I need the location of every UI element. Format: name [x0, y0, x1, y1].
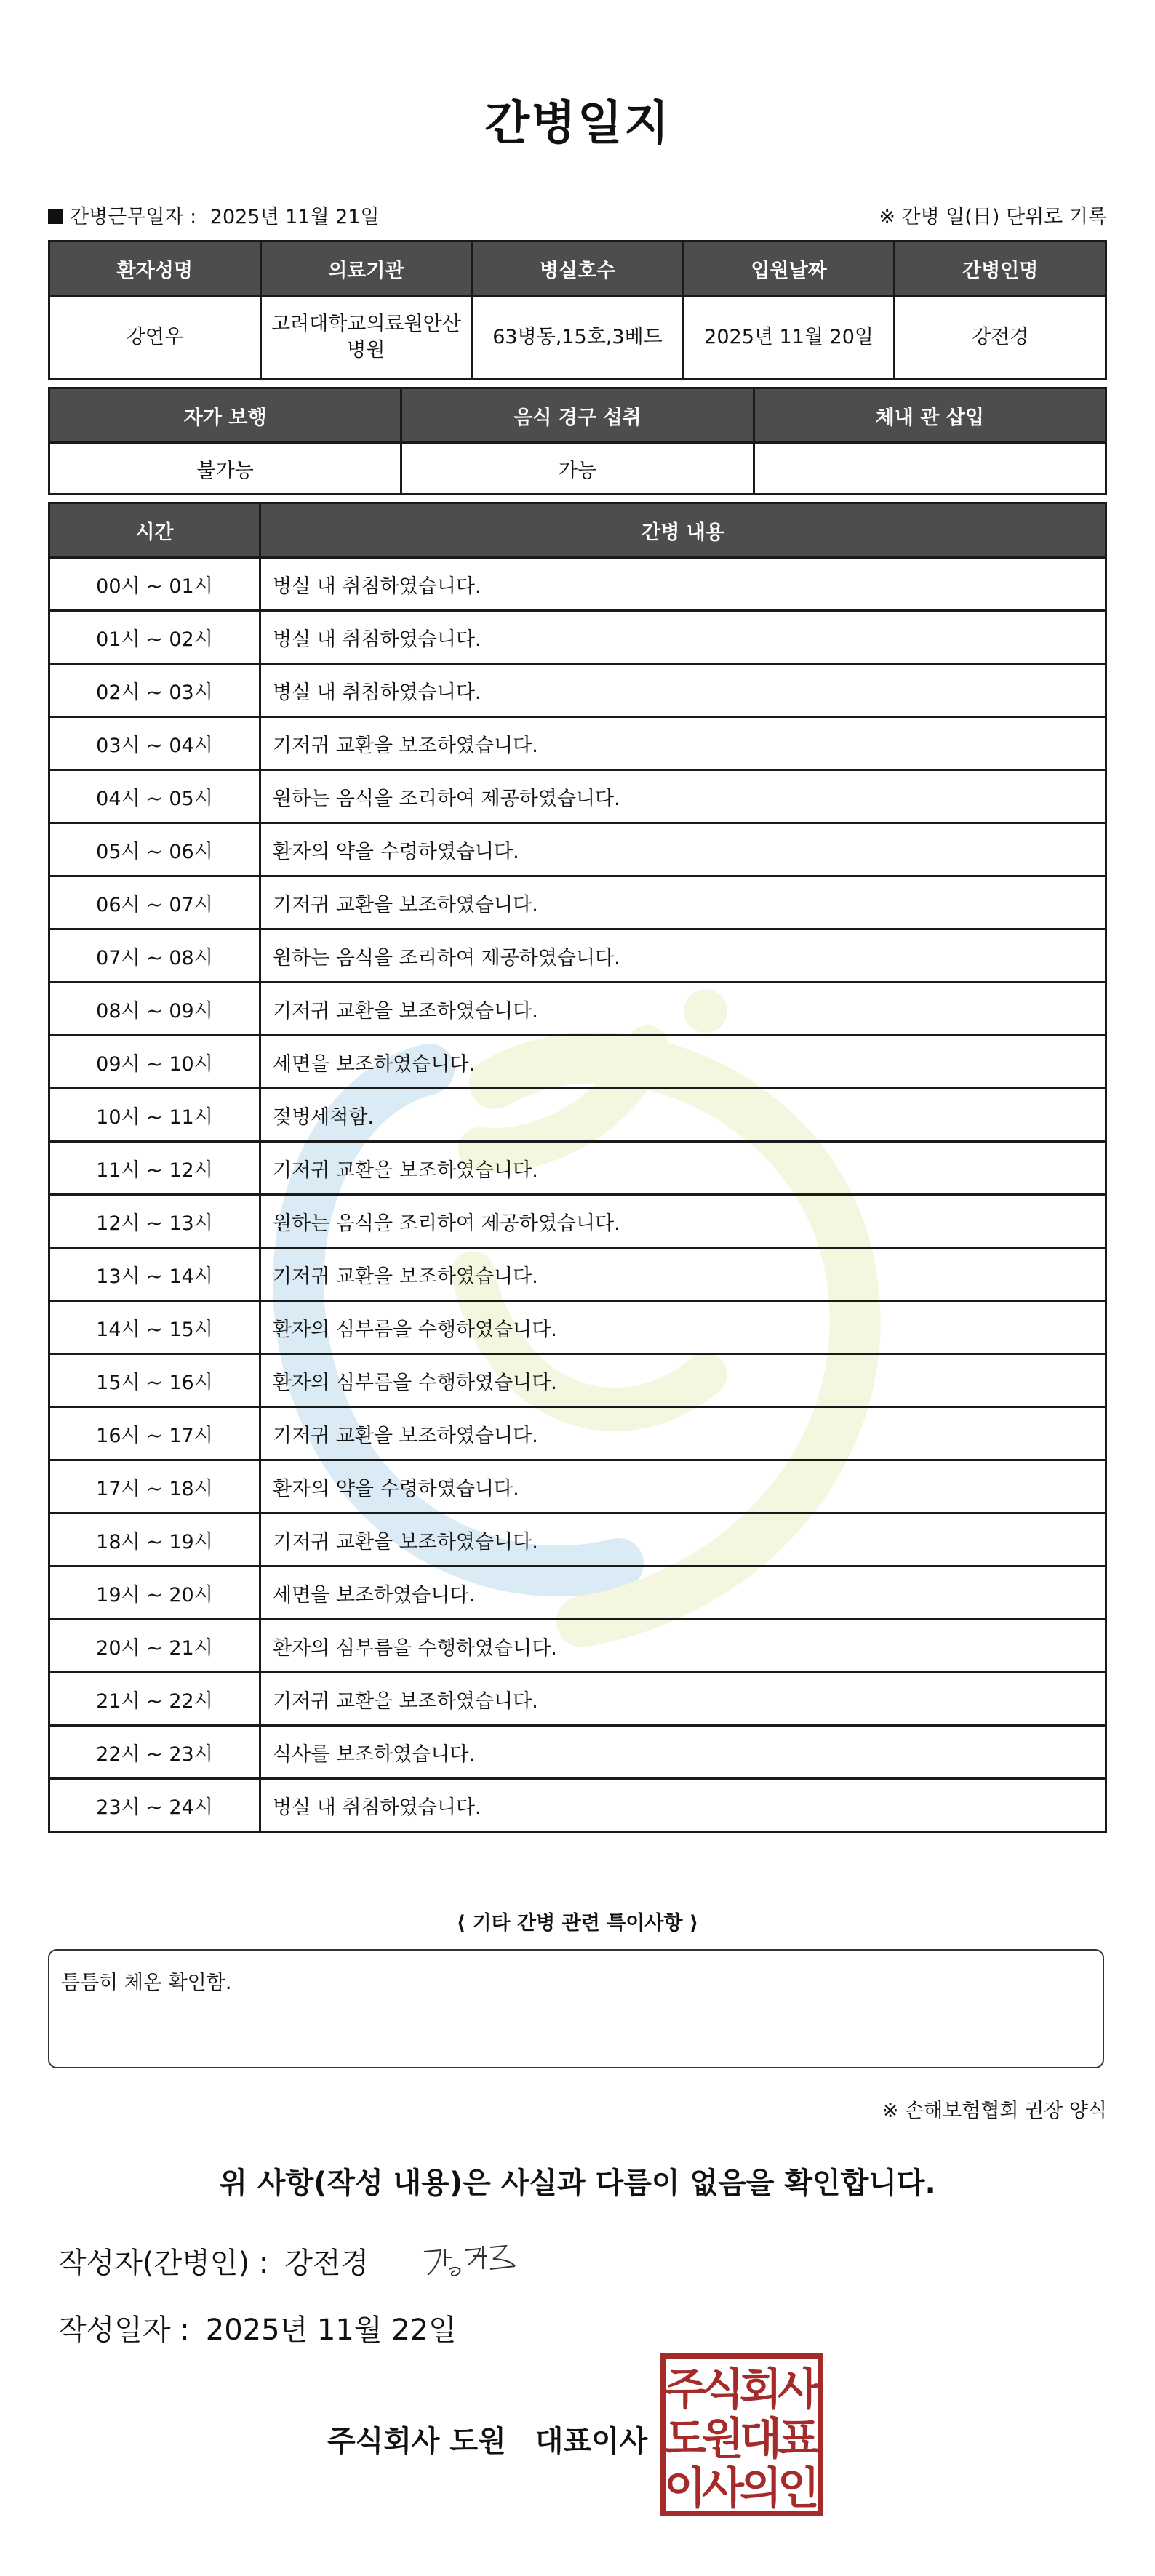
care-log-rows	[49, 558, 1106, 1832]
seal-character: 원	[702, 2414, 744, 2465]
log-content: 기저귀 교환을 보조하였습니다.	[260, 983, 1106, 1036]
header-oral-intake: 음식 경구 섭취	[401, 388, 754, 443]
table-row	[49, 1407, 1106, 1460]
log-content: 기저귀 교환을 보조하였습니다.	[260, 1513, 1106, 1567]
table-row	[49, 823, 1106, 876]
room-number: 63병동,15호,3베드	[472, 296, 684, 380]
company-name: 주식회사 도원	[327, 2425, 506, 2458]
company-line	[327, 2418, 647, 2460]
log-time: 12시 ~ 13시	[49, 1195, 260, 1248]
handwritten-signature	[420, 2237, 522, 2281]
log-time: 07시 ~ 08시	[49, 929, 260, 983]
work-date-label: 간병근무일자 :	[70, 206, 197, 228]
header-caregiver-name: 간병인명	[895, 241, 1106, 296]
table-row	[49, 611, 1106, 664]
table-row	[49, 1089, 1106, 1142]
log-content: 환자의 약을 수령하였습니다.	[260, 1460, 1106, 1513]
table-row	[49, 1779, 1106, 1832]
patient-info-table	[48, 240, 1107, 380]
table-row	[49, 1248, 1106, 1301]
form-source-note: ※ 손해보험협회 권장 양식	[882, 2100, 1107, 2122]
seal-character: 사	[778, 2364, 820, 2415]
log-time: 21시 ~ 22시	[49, 1673, 260, 1726]
log-time: 22시 ~ 23시	[49, 1726, 260, 1779]
table-row	[49, 664, 1106, 717]
log-time: 03시 ~ 04시	[49, 717, 260, 770]
hospital-name: 고려대학교의료원안산병원	[260, 296, 472, 380]
log-time: 06시 ~ 07시	[49, 876, 260, 929]
table-row	[49, 1620, 1106, 1673]
table-row	[49, 929, 1106, 983]
caregiver-name: 강전경	[895, 296, 1106, 380]
log-time: 15시 ~ 16시	[49, 1354, 260, 1407]
notes-content: 틈틈히 체온 확인함.	[61, 1972, 232, 1994]
seal-character: 주	[664, 2364, 706, 2415]
self-walking-value: 불가능	[49, 443, 401, 495]
patient-name: 강연우	[49, 296, 261, 380]
header-admission-date: 입원날짜	[683, 241, 895, 296]
log-time: 01시 ~ 02시	[49, 611, 260, 664]
seal-character: 의	[740, 2463, 782, 2514]
seal-character: 인	[778, 2463, 820, 2514]
table-row	[49, 1195, 1106, 1248]
seal-character: 사	[702, 2463, 744, 2514]
header-time: 시간	[49, 503, 260, 558]
log-time: 13시 ~ 14시	[49, 1248, 260, 1301]
table-row	[49, 1142, 1106, 1195]
written-date-label: 작성일자 :	[58, 2313, 190, 2347]
oral-intake-value: 가능	[401, 443, 754, 495]
company-title: 대표이사	[535, 2425, 648, 2458]
care-log-table	[48, 502, 1107, 1833]
log-content: 병실 내 취침하였습니다.	[260, 664, 1106, 717]
table-row	[49, 1460, 1106, 1513]
table-row	[49, 1673, 1106, 1726]
table-row	[49, 1513, 1106, 1567]
writer-label: 작성자(간병인) :	[58, 2247, 269, 2280]
seal-character: 도	[664, 2414, 706, 2465]
log-content: 식사를 보조하였습니다.	[260, 1726, 1106, 1779]
header-patient-name: 환자성명	[49, 241, 261, 296]
log-time: 10시 ~ 11시	[49, 1089, 260, 1142]
seal-character: 식	[702, 2364, 744, 2415]
seal-character: 대	[740, 2414, 782, 2465]
table-row	[49, 770, 1106, 823]
log-time: 20시 ~ 21시	[49, 1620, 260, 1673]
table-row	[49, 1726, 1106, 1779]
header-hospital: 의료기관	[260, 241, 472, 296]
header-room: 병실호수	[472, 241, 684, 296]
log-content: 원하는 음식을 조리하여 제공하였습니다.	[260, 770, 1106, 823]
header-self-walking: 자가 보행	[49, 388, 401, 443]
log-content: 원하는 음식을 조리하여 제공하였습니다.	[260, 1195, 1106, 1248]
log-content: 원하는 음식을 조리하여 제공하였습니다.	[260, 929, 1106, 983]
log-content: 기저귀 교환을 보조하였습니다.	[260, 1673, 1106, 1726]
table-row	[49, 717, 1106, 770]
log-time: 00시 ~ 01시	[49, 558, 260, 611]
log-time: 19시 ~ 20시	[49, 1567, 260, 1620]
log-content: 기저귀 교환을 보조하였습니다.	[260, 1142, 1106, 1195]
log-time: 23시 ~ 24시	[49, 1779, 260, 1832]
header-tube-insertion: 체내 관 삽입	[754, 388, 1106, 443]
seal-character: 회	[740, 2364, 782, 2415]
writer-line	[58, 2240, 369, 2281]
log-content: 병실 내 취침하였습니다.	[260, 558, 1106, 611]
notes-title: ⟨ 기타 간병 관련 특이사항 ⟩	[456, 1912, 699, 1935]
header-care-content: 간병 내용	[260, 503, 1106, 558]
log-content: 젖병세척함.	[260, 1089, 1106, 1142]
square-bullet-icon	[48, 209, 63, 224]
log-content: 환자의 심부름을 수행하였습니다.	[260, 1301, 1106, 1354]
log-content: 병실 내 취침하였습니다.	[260, 1779, 1106, 1832]
log-content: 기저귀 교환을 보조하였습니다.	[260, 876, 1106, 929]
log-time: 17시 ~ 18시	[49, 1460, 260, 1513]
confirmation-statement: 위 사항(작성 내용)은 사실과 다름이 없음을 확인합니다.	[219, 2167, 936, 2200]
patient-status-table	[48, 387, 1107, 495]
table-row	[49, 558, 1106, 611]
table-row	[49, 983, 1106, 1036]
log-content: 기저귀 교환을 보조하였습니다.	[260, 717, 1106, 770]
work-date-value: 2025년 11월 21일	[209, 206, 380, 228]
log-content: 병실 내 취침하였습니다.	[260, 611, 1106, 664]
table-row	[49, 1354, 1106, 1407]
log-time: 09시 ~ 10시	[49, 1036, 260, 1089]
written-date-value: 2025년 11월 22일	[205, 2313, 457, 2347]
log-content: 환자의 심부름을 수행하였습니다.	[260, 1620, 1106, 1673]
log-content: 기저귀 교환을 보조하였습니다.	[260, 1248, 1106, 1301]
log-time: 18시 ~ 19시	[49, 1513, 260, 1567]
log-time: 02시 ~ 03시	[49, 664, 260, 717]
log-time: 11시 ~ 12시	[49, 1142, 260, 1195]
table-row	[49, 1301, 1106, 1354]
log-time: 14시 ~ 15시	[49, 1301, 260, 1354]
log-time: 08시 ~ 09시	[49, 983, 260, 1036]
document-title: 간병일지	[484, 97, 671, 151]
writer-name: 강전경	[284, 2247, 369, 2280]
log-content: 환자의 심부름을 수행하였습니다.	[260, 1354, 1106, 1407]
log-time: 05시 ~ 06시	[49, 823, 260, 876]
work-date-line	[48, 201, 380, 229]
table-row	[49, 876, 1106, 929]
log-time: 04시 ~ 05시	[49, 770, 260, 823]
log-time: 16시 ~ 17시	[49, 1407, 260, 1460]
log-content: 세면을 보조하였습니다.	[260, 1036, 1106, 1089]
table-row	[49, 1567, 1106, 1620]
table-row	[49, 1036, 1106, 1089]
seal-character: 이	[664, 2463, 706, 2514]
log-content: 환자의 약을 수령하였습니다.	[260, 823, 1106, 876]
admission-date: 2025년 11월 20일	[683, 296, 895, 380]
seal-character: 표	[778, 2414, 820, 2465]
company-seal-stamp	[659, 2352, 825, 2518]
log-content: 기저귀 교환을 보조하였습니다.	[260, 1407, 1106, 1460]
log-content: 세면을 보조하였습니다.	[260, 1567, 1106, 1620]
record-unit-note: ※ 간병 일(日) 단위로 기록	[879, 206, 1107, 228]
notes-box	[48, 1949, 1104, 2068]
written-date-line	[58, 2307, 457, 2348]
tube-insertion-value	[754, 443, 1106, 495]
